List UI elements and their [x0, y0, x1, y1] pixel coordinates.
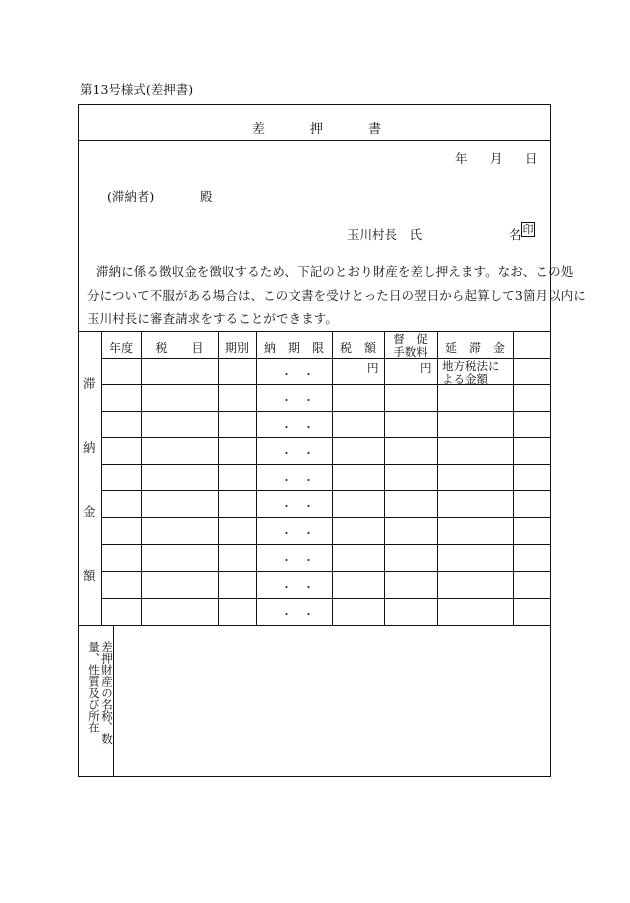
body-line-1: 滞納に係る徴収金を徴収するため、下記のとおり財産を差し押えます。なお、この処 [96, 264, 574, 279]
date-month-label: 月 [490, 151, 503, 166]
late-charge-note-1: 地方税法に [442, 359, 500, 373]
name-char: 名 [509, 227, 522, 242]
date-day-label: 日 [525, 151, 538, 166]
deadline-placeholder: ・ ・ [281, 474, 314, 487]
deadline-placeholder: ・ ・ [281, 421, 314, 434]
col-line [141, 331, 142, 625]
title-divider [78, 140, 551, 141]
issuer-name: 玉川村長 氏 [347, 227, 423, 242]
col-line [256, 331, 257, 625]
side-label-char: 額 [83, 568, 96, 583]
form-number-label: 第13号様式(差押書) [80, 82, 194, 97]
deadline-placeholder: ・ ・ [281, 368, 314, 381]
col-line [384, 331, 385, 625]
row-line [101, 437, 551, 438]
seal-mark: 印 [522, 223, 534, 236]
deadline-placeholder: ・ ・ [281, 581, 314, 594]
col-line [101, 331, 102, 625]
row-line [101, 411, 551, 412]
title-char-2: 押 [310, 122, 324, 137]
yen-unit-tax: 円 [367, 361, 379, 375]
col-line [218, 331, 219, 625]
date-year-label: 年 [455, 151, 468, 166]
title-char-1: 差 [252, 122, 266, 137]
table-top-line [78, 331, 551, 332]
yen-unit-fee: 円 [420, 361, 432, 375]
honorific: 殿 [200, 189, 213, 204]
row-line [101, 464, 551, 465]
col-line [332, 331, 333, 625]
side-label-char: 滞 [83, 376, 96, 391]
deadline-placeholder: ・ ・ [281, 608, 314, 621]
body-line-2: 分について不服がある場合は、この文書を受けとった日の翌日から起算して3箇月以内に [87, 288, 586, 303]
col-line [513, 331, 514, 625]
header-reminder-fee-2: 手数料 [393, 345, 428, 359]
row-line [101, 517, 551, 518]
header-period: 期別 [224, 341, 249, 355]
delinquent-label: (滞納者) [107, 189, 155, 204]
header-reminder-fee-1: 督 促 [393, 332, 428, 346]
deadline-placeholder: ・ ・ [281, 527, 314, 540]
col-line [437, 331, 438, 625]
row-line [101, 598, 551, 599]
deadline-placeholder: ・ ・ [281, 500, 314, 513]
row-line [101, 571, 551, 572]
body-line-3: 玉川村長に審査請求をすることができます。 [87, 311, 339, 326]
header-deadline: 納 期 限 [263, 341, 324, 355]
property-label: 差押財産の名称、数量、性質及び所在 [87, 641, 114, 745]
late-charge-note-2: よる金額 [442, 372, 488, 386]
title-char-3: 書 [368, 122, 382, 137]
header-tax-amount: 税 額 [339, 341, 376, 355]
deadline-placeholder: ・ ・ [281, 554, 314, 567]
row-line [101, 490, 551, 491]
side-label-char: 金 [83, 504, 96, 519]
header-year: 年度 [108, 341, 133, 355]
header-tax-item: 税 目 [155, 341, 204, 355]
deadline-placeholder: ・ ・ [281, 447, 314, 460]
deadline-placeholder: ・ ・ [281, 394, 314, 407]
property-details-area[interactable] [114, 626, 550, 776]
side-label-char: 納 [83, 440, 96, 455]
header-late-charge: 延 滞 金 [444, 341, 505, 355]
row-line [101, 544, 551, 545]
